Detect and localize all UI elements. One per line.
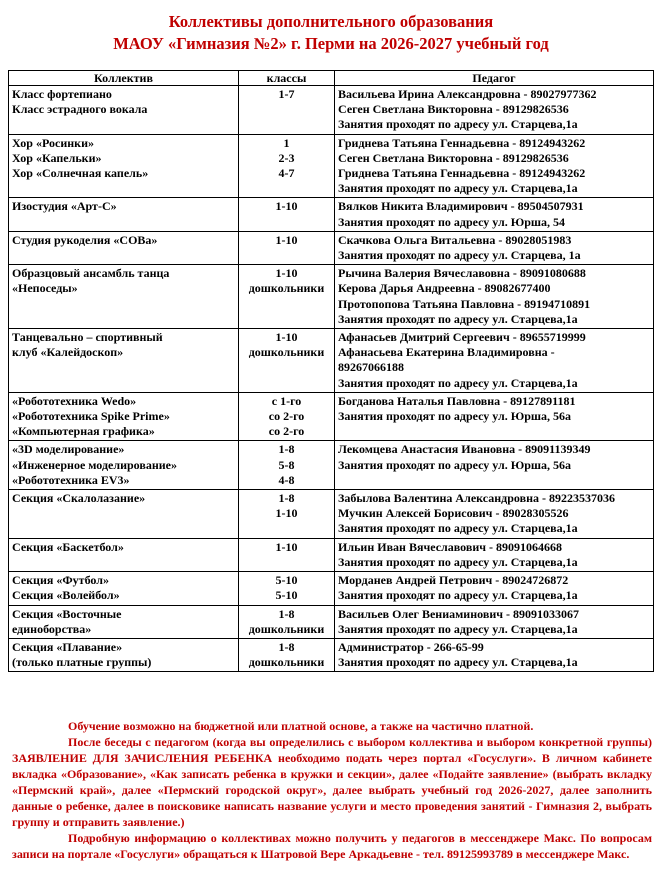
cell-classes-line: 5-10 [275, 573, 298, 588]
column-header-teacher: Педагог [335, 71, 654, 86]
cell-classes-line: со 2-го [268, 409, 305, 424]
cell-collective-line: «Непоседы» [12, 281, 78, 296]
cell-teacher-line: Занятия проходят по адресу ул. Старцева,1а [338, 655, 578, 670]
cell-teacher [335, 638, 654, 671]
cell-classes-line: 1-8 [278, 491, 295, 506]
cell-collective-line: Секция «Плавание» [12, 639, 123, 654]
collectives-table [8, 70, 654, 672]
cell-teacher [335, 392, 654, 441]
cell-teacher [335, 86, 654, 135]
cell-classes-line: 1-8 [278, 606, 295, 621]
cell-collective-line: Секция «Восточные [12, 606, 122, 621]
cell-classes-line: 1-10 [275, 266, 298, 281]
table-row [9, 392, 654, 441]
cell-collective-line: Образцовый ансамбль танца [12, 266, 170, 281]
cell-collective [9, 572, 239, 605]
footer-paragraph-contacts: Подробную информацию о коллективах можно получить у педагогов в мессенджере Макс. По вопросам записи на портале «Госуслуги» обращаться к Шатровой Вере Аркадьевне - тел. 89125993789 в мессенджере Макс. [12, 831, 652, 861]
cell-classes-line: 1-7 [278, 87, 295, 101]
footer-paragraph-funding: Обучение возможно на бюджетной или платной основе, а также на частично платной. [68, 719, 534, 733]
cell-teacher-line: Протопопова Татьяна Павловна - 89194710891 [338, 296, 591, 311]
cell-collective-line: Класс эстрадного вокала [12, 102, 148, 117]
cell-collective-line: Секция «Скалолазание» [12, 491, 146, 506]
cell-classes [239, 198, 335, 231]
cell-teacher-line: Занятия проходят по адресу ул. Старцева,1а [338, 311, 578, 326]
cell-teacher [335, 134, 654, 198]
column-header-classes: классы [239, 71, 335, 86]
cell-teacher [335, 198, 654, 231]
table-header-row [9, 71, 654, 86]
table-row [9, 441, 654, 490]
cell-teacher-line: Занятия проходят по адресу ул. Старцева,1а [338, 554, 578, 569]
cell-collective [9, 198, 239, 231]
cell-teacher-line: Занятия проходят по адресу ул. Старцева, 1а [338, 248, 581, 263]
cell-teacher-line: Занятия проходят по адресу ул. Старцева,1а [338, 621, 578, 636]
table-row [9, 265, 654, 329]
cell-classes [239, 538, 335, 571]
cell-collective-line: «Робототехника EV3» [12, 472, 130, 487]
cell-teacher-line: Морданев Андрей Петрович - 89024726872 [338, 573, 569, 588]
cell-teacher-line: Занятия проходят по адресу ул. Старцева,1а [338, 375, 578, 390]
cell-classes [239, 392, 335, 441]
cell-classes-line: дошкольники [248, 345, 325, 360]
cell-collective-line: «Инженерное моделирование» [12, 457, 177, 472]
column-header-collective: Коллектив [9, 71, 239, 86]
cell-classes-line: дошкольники [248, 655, 325, 670]
cell-collective [9, 231, 239, 264]
cell-teacher [335, 605, 654, 638]
cell-teacher-line: Лекомцева Анастасия Ивановна - 89091139349 [338, 442, 591, 457]
cell-collective-line: Студия рукоделия «СОВа» [12, 232, 158, 247]
cell-teacher-line: Богданова Наталья Павловна - 89127891181 [338, 393, 576, 408]
table-row [9, 605, 654, 638]
footer-notes [12, 718, 652, 862]
cell-teacher-line: Гриднева Татьяна Геннадьевна - 89124943262 [338, 135, 586, 150]
cell-collective-line: клуб «Калейдоскоп» [12, 345, 124, 360]
footer-paragraph-application: После беседы с педагогом (когда вы определились с выбором коллектива и выбором конкретной группы) ЗАЯВЛЕНИЕ ДЛЯ ЗАЧИСЛЕНИЯ РЕБЕНКА необходимо подать через портал «Госуслуги». В личном кабинете вкладка «Образование», «Как записать ребенка в кружки и секции», далее «Подайте заявление» (выбрать вкладку «Пермский край», далее «Пермский городской округ», далее выбрать учебный год 2026-2027, далее заполнить данные о ребенке, далее в поисковике написать название услуги и место проведения занятий - Гимназия 2, выбрать группу и отправить заявление.) [12, 735, 652, 829]
cell-classes-line: 5-8 [278, 457, 295, 472]
cell-teacher-line: Васильев Олег Вениаминович - 89091033067 [338, 606, 579, 621]
cell-classes-line: 4-7 [278, 166, 295, 181]
cell-classes [239, 572, 335, 605]
cell-teacher-line: Ильин Иван Вячеславович - 89091064668 [338, 539, 563, 554]
cell-collective-line: Класс фортепиано [12, 87, 112, 101]
cell-collective [9, 392, 239, 441]
cell-classes-line: 2-3 [278, 150, 295, 165]
cell-teacher-line: Занятия проходят по адресу ул. Старцева,1а [338, 181, 578, 196]
cell-classes [239, 265, 335, 329]
table-row [9, 86, 654, 135]
cell-teacher-line: Афанасьев Дмитрий Сергеевич - 89655719999 [338, 330, 586, 345]
cell-collective-line: «Компьютерная графика» [12, 424, 155, 439]
cell-teacher [335, 490, 654, 539]
cell-teacher-line: Афанасьева Екатерина Владимировна - [338, 345, 555, 360]
cell-teacher-line: Васильева Ирина Александровна - 89027977362 [338, 87, 597, 101]
cell-classes-line: 1-10 [275, 232, 298, 247]
cell-classes-line: дошкольники [248, 281, 325, 296]
cell-classes [239, 441, 335, 490]
cell-collective-line: Секция «Футбол» [12, 573, 109, 588]
cell-teacher-line: Керова Дарья Андреевна - 89082677400 [338, 281, 551, 296]
page-title-line1: Коллективы дополнительного образования [168, 12, 494, 31]
cell-classes-line: 1-10 [275, 539, 298, 554]
table-row [9, 134, 654, 198]
table-row [9, 490, 654, 539]
cell-teacher [335, 441, 654, 490]
cell-teacher [335, 538, 654, 571]
cell-collective [9, 329, 239, 393]
cell-classes [239, 231, 335, 264]
cell-teacher-line: Забылова Валентина Александровна - 89223537036 [338, 491, 615, 506]
page-title-line2: МАОУ «Гимназия №2» г. Перми на 2026-2027 учебный год [113, 34, 549, 53]
cell-teacher-line: Занятия проходят по адресу ул. Старцева,1а [338, 588, 578, 603]
cell-collective [9, 86, 239, 135]
cell-collective-line: Секция «Баскетбол» [12, 539, 124, 554]
cell-classes [239, 86, 335, 135]
cell-teacher-line: Вялков Никита Владимирович - 89504507931 [338, 199, 584, 214]
cell-classes-line: 1-10 [275, 199, 298, 214]
cell-teacher-line: Занятия проходят по адресу ул. Юрша, 56а [338, 409, 572, 424]
cell-collective [9, 490, 239, 539]
cell-collective-line: «Робототехника Wedo» [12, 393, 137, 408]
cell-collective [9, 265, 239, 329]
cell-teacher-line: 89267066188 [338, 360, 404, 375]
cell-classes [239, 134, 335, 198]
cell-teacher-line: Администратор - 266-65-99 [338, 639, 484, 654]
cell-classes-line: с 1-го [271, 393, 302, 408]
table-row [9, 538, 654, 571]
cell-classes-line: 1-10 [275, 330, 298, 345]
cell-teacher [335, 265, 654, 329]
cell-classes-line: 4-8 [278, 472, 295, 487]
cell-collective-line: Секция «Волейбол» [12, 588, 120, 603]
cell-teacher-line: Гриднева Татьяна Геннадьевна - 89124943262 [338, 166, 586, 181]
cell-classes [239, 329, 335, 393]
cell-collective-line: «3D моделирование» [12, 442, 125, 457]
table-row [9, 231, 654, 264]
cell-teacher-line: Скачкова Ольга Витальевна - 89028051983 [338, 232, 572, 247]
cell-teacher-line: Сеген Светлана Викторовна - 89129826536 [338, 150, 569, 165]
cell-classes-line: со 2-го [268, 424, 305, 439]
cell-collective-line: «Робототехника Spike Prime» [12, 409, 170, 424]
cell-classes-line: дошкольники [248, 621, 325, 636]
cell-classes-line: 1-8 [278, 442, 295, 457]
cell-collective-line: Хор «Солнечная капель» [12, 166, 149, 181]
cell-classes [239, 605, 335, 638]
cell-teacher [335, 329, 654, 393]
cell-collective [9, 538, 239, 571]
table-row [9, 329, 654, 393]
cell-collective-line: единоборства» [12, 621, 92, 636]
cell-teacher-line: Занятия проходят по адресу ул. Юрша, 56а [338, 457, 572, 472]
cell-collective-line: (только платные группы) [12, 655, 152, 670]
cell-classes [239, 638, 335, 671]
cell-classes-line: 1 [283, 135, 290, 150]
cell-classes-line: 5-10 [275, 588, 298, 603]
cell-collective-line: Хор «Росинки» [12, 135, 94, 150]
cell-collective-line: Хор «Капельки» [12, 150, 102, 165]
table-body [9, 86, 654, 672]
cell-classes-line: 1-10 [275, 506, 298, 521]
table-row [9, 198, 654, 231]
cell-collective-line: Изостудия «Арт-С» [12, 199, 117, 214]
cell-teacher-line: Занятия проходят по адресу ул. Старцева,1а [338, 521, 578, 536]
cell-teacher [335, 231, 654, 264]
cell-collective-line: Танцевально – спортивный [12, 330, 163, 345]
cell-teacher-line: Занятия проходят по адресу ул. Юрша, 54 [338, 214, 566, 229]
cell-teacher-line: Занятия проходят по адресу ул. Старцева,1а [338, 117, 578, 132]
cell-teacher-line: Сеген Светлана Викторовна - 89129826536 [338, 102, 569, 117]
cell-collective [9, 134, 239, 198]
cell-teacher-line: Мучкин Алексей Борисович - 89028305526 [338, 506, 569, 521]
cell-classes-line: 1-8 [278, 639, 295, 654]
cell-teacher-line: Рычина Валерия Вячеславовна - 89091080688 [338, 266, 586, 281]
cell-collective [9, 605, 239, 638]
cell-collective [9, 441, 239, 490]
cell-teacher [335, 572, 654, 605]
cell-classes [239, 490, 335, 539]
table-row [9, 638, 654, 671]
cell-collective [9, 638, 239, 671]
table-row [9, 572, 654, 605]
